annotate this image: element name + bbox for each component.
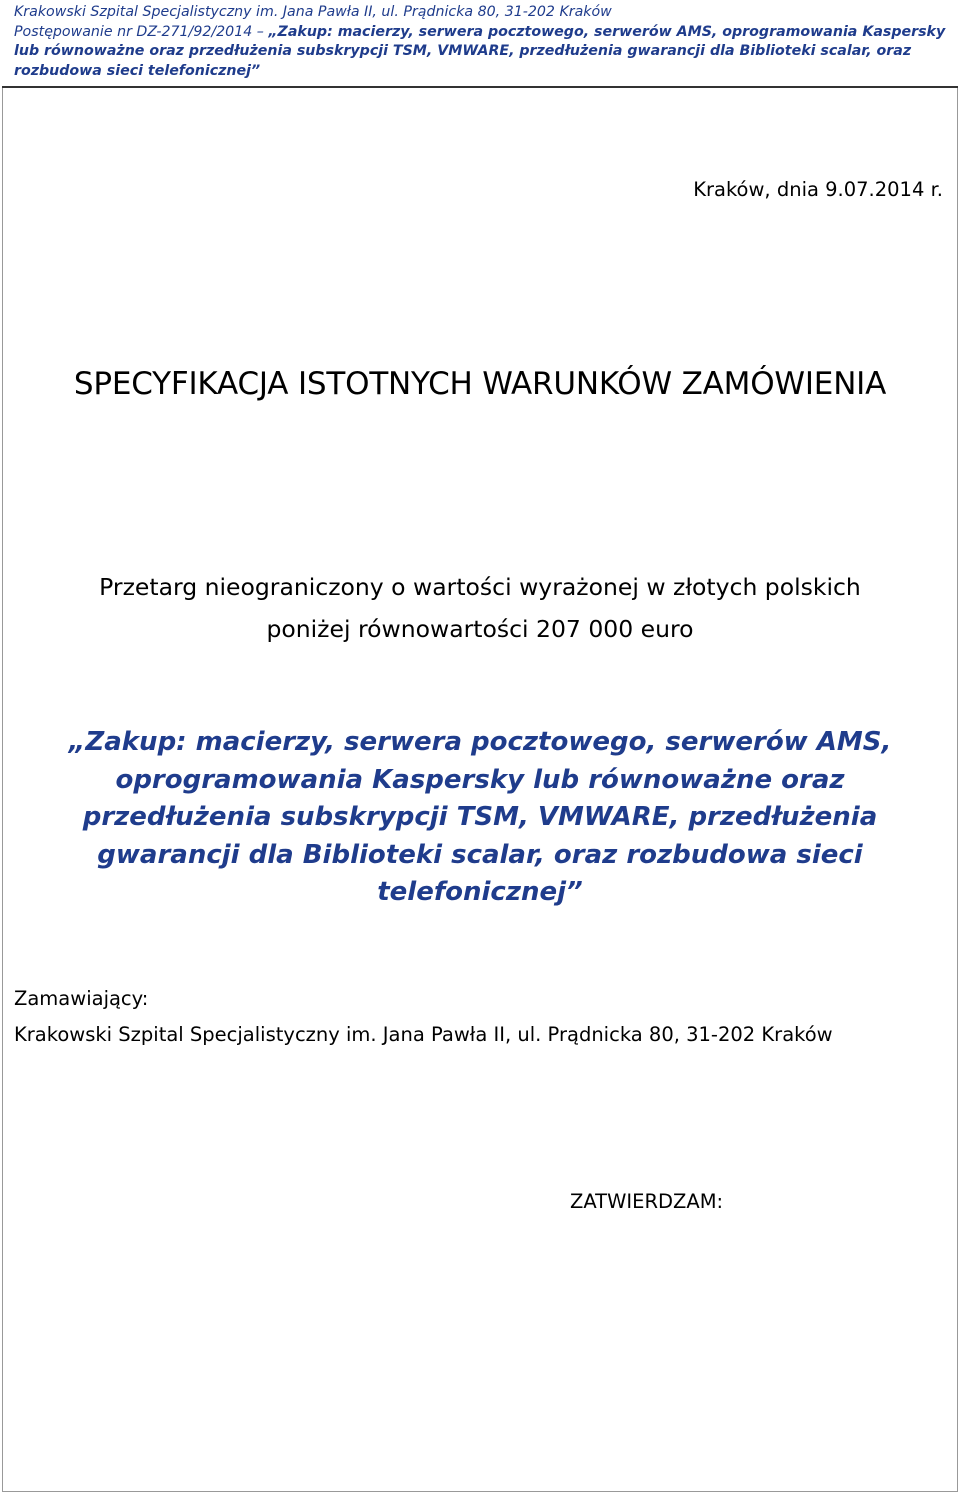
document-date: Kraków, dnia 9.07.2014 r. [693,178,943,201]
header-procedure [14,23,954,82]
approval-label: ZATWIERDZAM: [570,1190,724,1213]
tender-description [0,566,960,650]
procurement-subject: „Zakup: macierzy, serwera pocztowego, serwerów AMS, oprogramowania Kaspersky lub równoważne oraz przedłużenia subskrypcji TSM, VMWARE, przedłużenia gwarancji dla Biblioteki scalar, oraz rozbudowa sieci telefonicznej” [68,727,892,907]
header-subject: „Zakup: macierzy, serwera pocztowego, serwerów AMS, oprogramowania Kaspersky lub równoważne oraz przedłużenia subskrypcji TSM, VMWARE, przedłużenia gwarancji dla Biblioteki scalar, oraz rozbudowa sieci telefonicznej” [14,23,946,79]
document-header [14,3,954,81]
header-dash: – [256,23,264,40]
header-procedure-label: Postępowanie nr DZ-271/92/2014 [14,23,253,40]
orderer-name: Krakowski Szpital Specjalistyczny im. Jana Pawła II, ul. Prądnicka 80, 31-202 Kraków [14,1023,833,1046]
tender-line-2: poniżej równowartości 207 000 euro [266,615,694,643]
orderer-label: Zamawiający: [14,987,149,1010]
header-hospital: Krakowski Szpital Specjalistyczny im. Jana Pawła II, ul. Prądnicka 80, 31-202 Kraków [14,4,612,20]
page-title: SPECYFIKACJA ISTOTNYCH WARUNKÓW ZAMÓWIENIA [73,366,887,402]
tender-line-1: Przetarg nieograniczony o wartości wyrażonej w złotych polskich [99,573,861,601]
